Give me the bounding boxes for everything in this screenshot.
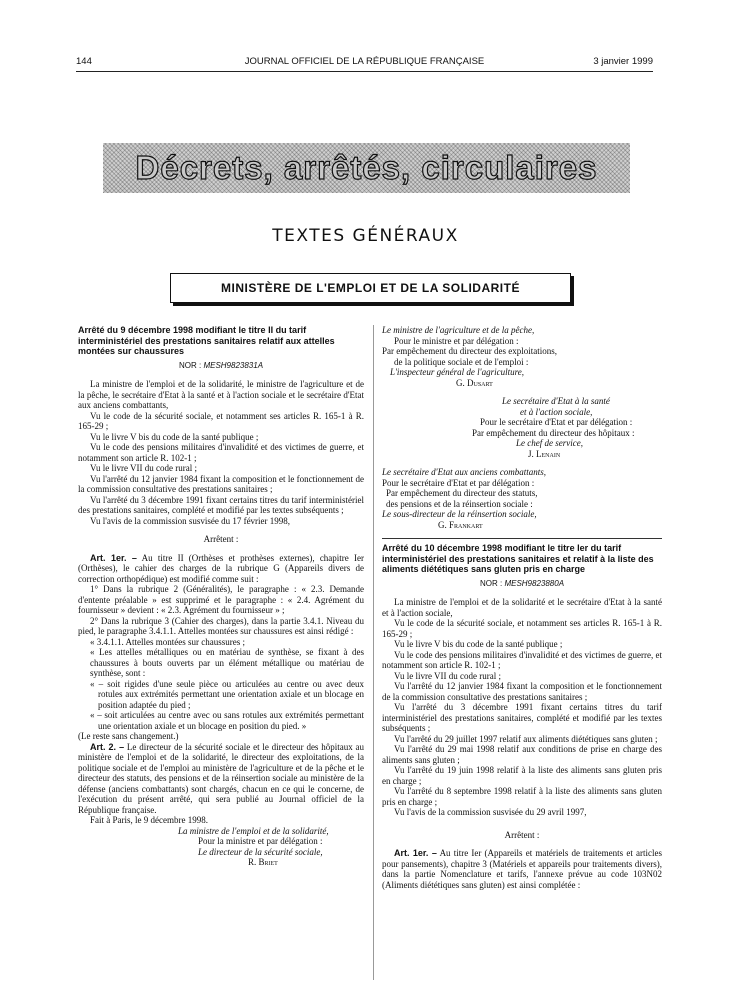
- signatory-title: La ministre de l'emploi et de la solidarité,: [178, 825, 329, 836]
- section-title: TEXTES GÉNÉRAUX: [272, 226, 459, 246]
- arretent: Arrêtent :: [203, 534, 239, 544]
- nor-reference: NOR : MESH9823831A: [178, 360, 264, 370]
- delegation: Pour la ministre et par délégation :: [198, 836, 323, 846]
- article-1: Art. 1er. – Au titre II (Orthèses et prothèses externes), chapitre Ier (Orthèses), le cahier des charges de la rubrique G (Appareils divers de correction orthopédique) est modifié comme suit :: [78, 552, 364, 584]
- quote-item: « – soit rigides d'une seule pièce ou articulées au centre ou avec deux rotules aux extrémités permettant une orientation axiale et un blocage en position adaptée du pied ;: [90, 678, 364, 710]
- visa: Vu l'arrêté du 19 juin 1998 relatif à la liste des aliments sans gluten pris en charge ;: [382, 765, 662, 786]
- quote-text: « Les attelles métalliques ou en matériau de synthèse, se fixant à des chaussures à bouts ouverts par un élément métallique ou matériau de synthèse, sont :: [90, 647, 364, 678]
- decree-intro: La ministre de l'emploi et de la solidarité et le secrétaire d'Etat à la santé et à l'action sociale,: [382, 597, 662, 618]
- signature-block: [78, 826, 364, 868]
- journal-title: JOURNAL OFFICIEL DE LA RÉPUBLIQUE FRANÇAISE: [244, 56, 485, 67]
- signature-block-sante: Le secrétaire d'Etat à la santé et à l'action sociale, Pour le secrétaire d'Etat et par délégation : Par empêchement du directeur des hôpitaux : Le chef de service, J. Lenain: [472, 396, 635, 459]
- signatory-name: R. Briet: [248, 857, 278, 867]
- separator-rule: [382, 538, 662, 539]
- visa-list: [78, 411, 364, 527]
- signed-at: Fait à Paris, le 9 décembre 1998.: [90, 815, 208, 825]
- visa: Vu l'arrêté du 29 juillet 1997 relatif aux aliments diététiques sans gluten ;: [394, 733, 658, 744]
- remainder-note: (Le reste sans changement.): [78, 731, 179, 741]
- visa: Vu l'arrêté du 12 janvier 1984 fixant la composition et le fonctionnement de la commission consultative des prestations sanitaires ;: [382, 681, 662, 702]
- issue-date: 3 janvier 1999: [593, 56, 653, 67]
- ministry-title: MINISTÈRE DE L'EMPLOI ET DE LA SOLIDARITÉ: [221, 281, 520, 295]
- visa: Vu l'arrêté du 3 décembre 1991 fixant certains titres du tarif interministériel des prestations sanitaires, complété et modifié par les textes subséquents ;: [382, 702, 662, 733]
- visa-list: [382, 618, 662, 818]
- decree-title: Arrêté du 9 décembre 1998 modifiant le titre II du tarif interministériel des prestations sanitaires relatif aux attelles montées sur chaussures: [78, 325, 335, 356]
- section-banner: [103, 143, 630, 193]
- page-number: 144: [76, 56, 92, 67]
- visa: Vu le code de la sécurité sociale, et notamment ses articles R. 165-1 à R. 165-29 ;: [78, 410, 364, 431]
- visa: Vu le code des pensions militaires d'invalidité et des victimes de guerre, et notamment son article R. 102-1 ;: [78, 442, 364, 463]
- column-divider: [373, 325, 374, 980]
- visa: Vu le livre VII du code rural ;: [394, 670, 502, 681]
- article-1: Art. 1er. – Au titre Ier (Appareils et matériels de traitements et articles pour pansements), chapitre 3 (Matériels et appareils pour traitements divers), dans la partie Nomenclature et tarifs, l'annexe prévue au code 103N02 (Aliments diététiques sans gluten) est ainsi complétée :: [382, 848, 662, 890]
- right-column: [382, 325, 662, 890]
- signature-block-agriculture: Le ministre de l'agriculture et de la pêche, Pour le ministre et par délégation : Par empêchement du directeur des exploitations, de la politique sociale et de l'emploi : L'inspecteur général de l'agriculture, G. Dusart: [382, 325, 557, 388]
- signatory-role: Le directeur de la sécurité sociale,: [198, 846, 323, 857]
- visa: Vu l'avis de la commission susvisée du 29 avril 1997,: [394, 807, 587, 817]
- visa: Vu le livre VII du code rural ;: [90, 463, 198, 473]
- page-header: [76, 56, 653, 70]
- decree-intro: La ministre de l'emploi et de la solidarité, le ministre de l'agriculture et de la pêche, le secrétaire d'Etat à la santé et à l'action sociale et le secrétaire d'Etat aux anciens combattants,: [78, 379, 364, 410]
- visa: Vu l'arrêté du 29 mai 1998 relatif aux conditions de prise en charge des aliments sans gluten ;: [382, 744, 662, 765]
- header-rule: [76, 71, 653, 72]
- article-2: Art. 2. – Le directeur de la sécurité sociale et le directeur des hôpitaux au ministère de l'emploi et de la solidarité, le directeur des exploitations, de la politique sociale et de l'emploi au ministère de l'agriculture et de la pêche et le directeur des statuts, des pensions et de la réinsertion sociale au ministère de la défense (anciens combattants) sont chargés, chacun en ce qui le concerne, de l'exécution du présent arrêté, qui sera publié au Journal officiel de la République française.: [78, 741, 365, 815]
- left-column: [78, 325, 364, 868]
- visa: Vu le code de la sécurité sociale, et notamment ses articles R. 165-1 à R. 165-29 ;: [382, 618, 662, 639]
- visa: Vu le livre V bis du code de la santé publique ;: [90, 431, 259, 442]
- ministry-box: [170, 273, 571, 303]
- visa: Vu l'avis de la commission susvisée du 17 février 1998,: [90, 515, 291, 526]
- visa: Vu l'arrêté du 3 décembre 1991 fixant certains titres du tarif interministériel des prestations sanitaires, complété et modifié par les textes subséquents ;: [78, 494, 364, 515]
- article-1-para-2: 2° Dans la rubrique 3 (Cahier des charges), dans la partie 3.4.1. Niveau du pied, le paragraphe 3.4.1.1. Attelles montées sur chaussures est ainsi rédigé :: [78, 615, 364, 636]
- quote-item: « – soit articulées au centre avec ou sans rotules aux extrémités permettant une orientation axiale et un blocage en position du pied. »: [90, 710, 364, 731]
- nor-reference: NOR : MESH9823880A: [479, 578, 565, 588]
- visa: Vu le livre V bis du code de la santé publique ;: [394, 639, 563, 649]
- article-1-para-1: 1° Dans la rubrique 2 (Généralités), le paragraphe : « 2.3. Demande d'entente préalable » est supprimé et le paragraphe : « 2.4. Agrément du fournisseur » devient : « 2.3. Agrément du fournisseur » ;: [78, 584, 364, 615]
- quote-heading: « 3.4.1.1. Attelles montées sur chaussures ;: [90, 636, 245, 647]
- decree-title: Arrêté du 10 décembre 1998 modifiant le titre Ier du tarif interministériel des prestations sanitaires et relatif à la liste des aliments diététiques sans gluten pris en charge: [382, 543, 654, 574]
- visa: Vu l'arrêté du 8 septembre 1998 relatif à la liste des aliments sans gluten pris en charge ;: [382, 786, 662, 807]
- arretent: Arrêtent :: [504, 829, 540, 840]
- visa: Vu le code des pensions militaires d'invalidité et des victimes de guerre, et notamment son article R. 102-1 ;: [382, 649, 662, 670]
- signature-block-anciens-combattants: Le secrétaire d'Etat aux anciens combattants, Pour le secrétaire d'Etat et par délégation : Par empêchement du directeur des statuts, des pensions et de la réinsertion sociale : Le sous-directeur de la réinsertion sociale, G. Frankart: [382, 467, 547, 530]
- banner-title: Décrets, arrêtés, circulaires: [135, 149, 598, 186]
- visa: Vu l'arrêté du 12 janvier 1984 fixant la composition et le fonctionnement de la commission consultative des prestations sanitaires ;: [78, 473, 364, 494]
